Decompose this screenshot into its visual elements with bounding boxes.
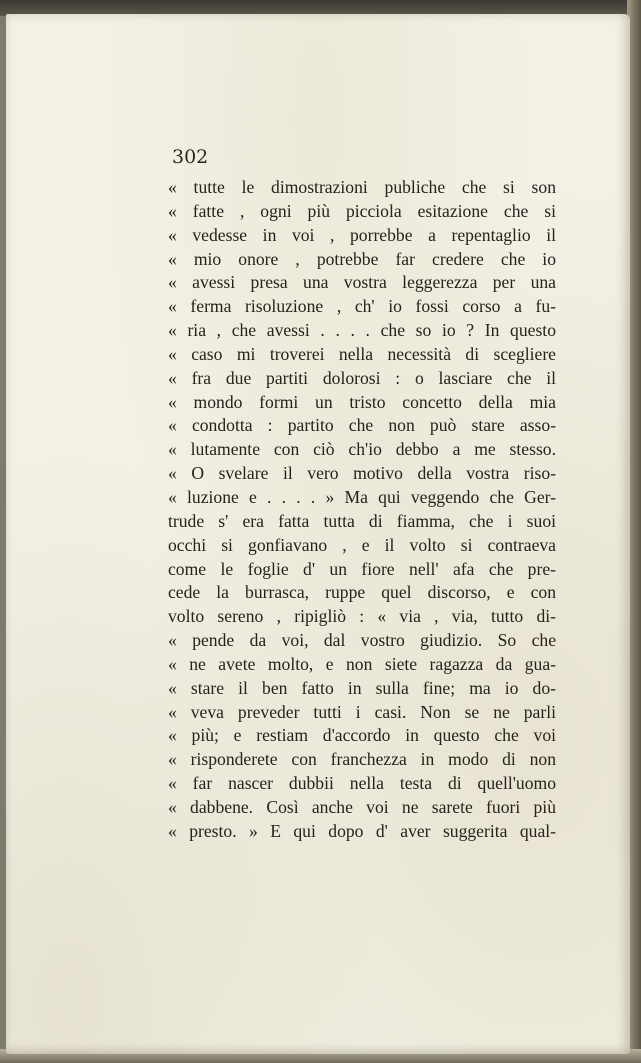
text-line: « avessi presa una vostra leggerezza per una (168, 272, 556, 293)
text-line: « mondo formi un tristo concetto della mia (168, 391, 556, 412)
text-line: « ne avete molto, e non siete ragazza da gua- (168, 653, 556, 674)
text-line: « veva preveder tutti i casi. Non se ne parli (168, 701, 556, 722)
text-line: « dabbene. Così anche voi ne sarete fuori più (168, 796, 556, 817)
text-line: « ria , che avessi . . . . che so io ? In questo (168, 320, 556, 341)
text-line: occhi si gonfiavano , e il volto si contraeva (168, 534, 556, 555)
text-line: « tutte le dimostrazioni publiche che si son (168, 177, 556, 197)
text-line: « far nascer dubbii nella testa di quell'uomo (168, 773, 556, 794)
text-line: « presto. » E qui dopo d' aver suggerita qual- (168, 820, 556, 841)
text-line: « fatte , ogni più picciola esitazione che si (168, 200, 556, 221)
text-line: « pende da voi, dal vostro giudizio. So che (168, 630, 556, 651)
text-line: volto sereno , ripigliò : « via , via, tutto di- (168, 606, 556, 627)
text-line: « luzione e . . . . » Ma qui veggendo che Ger- (168, 486, 556, 507)
text-line: come le foglie d' un fiore nell' afa che pre- (168, 558, 556, 579)
text-line: « vedesse in voi , porrebbe a repentaglio il (168, 224, 556, 245)
text-line: « O svelare il vero motivo della vostra riso- (168, 463, 556, 484)
text-line: « ferma risoluzione , ch' io fossi corso a fu- (168, 296, 556, 317)
text-line: « lutamente con ciò ch'io debbo a me stesso. (168, 439, 556, 460)
text-line: « mio onore , potrebbe far credere che io (168, 248, 556, 269)
text-line: « condotta : partito che non può stare asso- (168, 415, 556, 436)
text-line: « risponderete con franchezza in modo di non (168, 749, 556, 770)
text-line: cede la burrasca, ruppe quel discorso, e con (168, 582, 556, 603)
text-line: « fra due partiti dolorosi : o lasciare che il (168, 367, 556, 388)
text-line: trude s' era fatta tutta di fiamma, che i suoi (168, 510, 556, 531)
text-line: « caso mi troverei nella necessità di scegliere (168, 343, 556, 364)
page-number: 302 (172, 146, 209, 168)
body-text (168, 176, 556, 844)
text-line: « più; e restiam d'accordo in questo che voi (168, 725, 556, 746)
text-line: « stare il ben fatto in sulla fine; ma io do- (168, 677, 556, 698)
